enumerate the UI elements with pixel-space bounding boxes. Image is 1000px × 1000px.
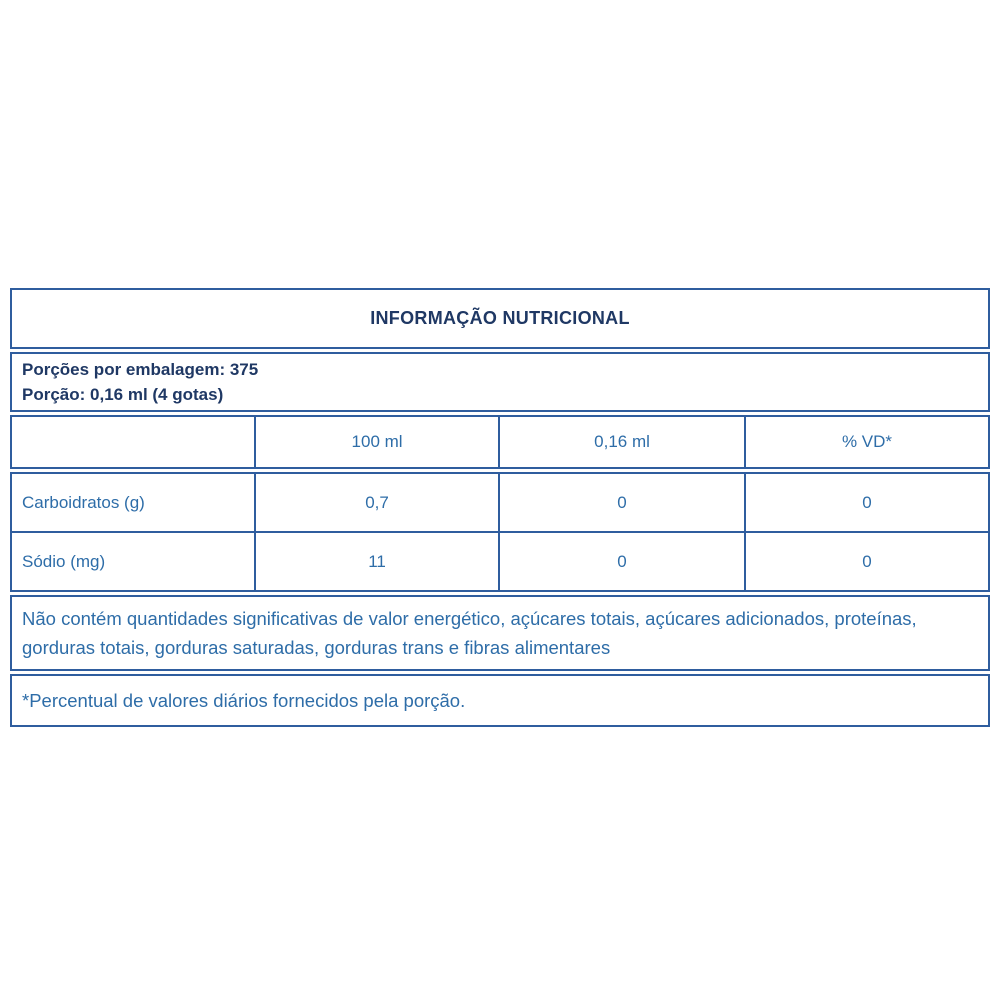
nutrition-facts-table xyxy=(10,288,990,727)
servings-per-package: Porções por embalagem: 375 xyxy=(22,360,259,379)
column-header-blank xyxy=(12,417,254,467)
table-title: INFORMAÇÃO NUTRICIONAL xyxy=(370,308,630,328)
serving-info-section xyxy=(10,352,990,412)
column-header-percent-vd: % VD* xyxy=(744,417,988,467)
footnote-section xyxy=(10,674,990,727)
value-percent-vd: 0 xyxy=(744,533,988,590)
nutrient-grid-section xyxy=(10,472,990,592)
note-text: Não contém quantidades significativas de valor energético, açúcares totais, açúcares adicionados, proteínas, gorduras totais, gorduras saturadas, gorduras trans e fibras alimentares xyxy=(22,608,917,658)
table-title-section xyxy=(10,288,990,349)
table-row-sodio xyxy=(12,533,988,590)
column-header-100ml: 100 ml xyxy=(254,417,498,467)
value-per-100ml: 11 xyxy=(254,533,498,590)
column-header-016ml: 0,16 ml xyxy=(498,417,744,467)
column-header-row xyxy=(10,415,990,469)
footnote-text: *Percentual de valores diários fornecidos pela porção. xyxy=(22,689,466,711)
value-percent-vd: 0 xyxy=(744,474,988,531)
no-significant-amounts-section xyxy=(10,595,990,671)
serving-size: Porção: 0,16 ml (4 gotas) xyxy=(22,385,224,404)
table-row-carboidratos xyxy=(12,474,988,533)
value-per-portion: 0 xyxy=(498,474,744,531)
value-per-portion: 0 xyxy=(498,533,744,590)
nutrient-name: Carboidratos (g) xyxy=(22,492,145,512)
nutrient-name: Sódio (mg) xyxy=(22,551,106,571)
value-per-100ml: 0,7 xyxy=(254,474,498,531)
